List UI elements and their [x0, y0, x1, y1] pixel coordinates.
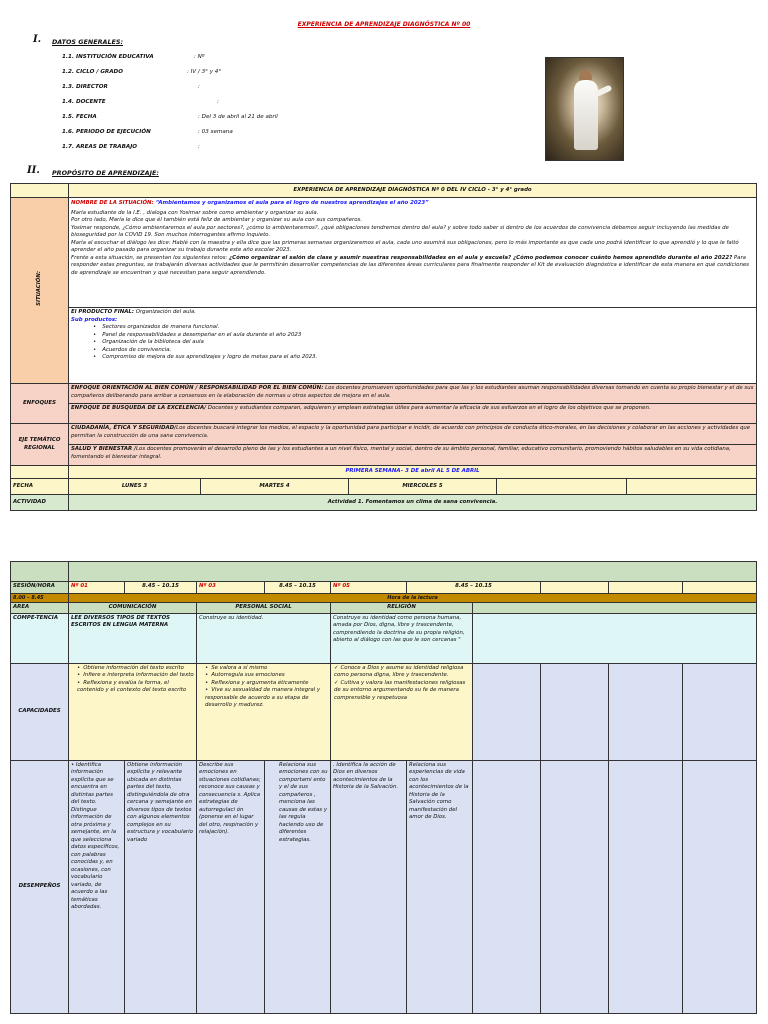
table-row: [11, 495, 757, 511]
desempeno-cell: Relaciona sus experiencias de vida con los acontecimientos de la Historia de la Salvación como manifestación del amor de Dios.: [407, 760, 473, 1013]
competencia-comunicacion: LEE DIVERSOS TIPOS DE TEXTOS ESCRITOS EN LENGUA MATERNA: [69, 613, 197, 663]
situation-challenges: ¿Cómo organizar el salón de clase y asumir nuestras responsabilidades en el aula y escuela? ¿Cómo podemos conocer cuánto hemos aprendido durante el año 2022?: [229, 254, 733, 261]
desempeno-cell: Describe sus emociones en situaciones cotidianas; reconoce sus causas y consecuencia s. Aplica estrategias de autorregulaci ón (ponerse en el lugar del otro, respiración y relajación).: [197, 760, 265, 1013]
list-item: • Reflexiona y evalúa la forma, el contenido y el contexto del texto escrito: [77, 680, 194, 695]
competencia-personal-social: Construye su identidad.: [197, 613, 331, 663]
session-number: Nº 01: [69, 582, 125, 594]
table-row: [11, 479, 757, 495]
session-time: 8.45 – 10.15: [265, 582, 331, 594]
enfoque-text: Docentes y estudiantes comparan, adquieren y emplean estrategias útiles para aumentar la eficacia de sus esfuerzos en el logro de los objetivos que se proponen.: [206, 405, 651, 411]
table-row: [11, 594, 757, 603]
general-value: :: [198, 84, 200, 90]
general-label: 1.1. INSTITUCIÓN EDUCATIVA: [62, 54, 154, 60]
desempenos-label: DESEMPEÑOS: [11, 760, 69, 1013]
general-value: : Nº: [194, 54, 205, 60]
section-number-2: II.: [27, 165, 40, 176]
jesus-picture: [545, 57, 624, 161]
situation-paragraph: Frente a esta situación, se presentan los siguientes retos:: [71, 254, 230, 261]
list-item: ✓ Cultiva y valora las manifestaciones religiosas de su entorno argumentando su fe de manera comprensible y respetuosa: [334, 680, 470, 703]
situation-name-label: NOMBRE DE LA SITUACIÓN:: [71, 200, 154, 206]
section-heading-purpose: PROPÓSITO DE APRENDIZAJE:: [52, 169, 159, 177]
list-item: • Autorregula sus emociones: [205, 672, 328, 680]
general-value: : IV / 3° y 4°: [187, 69, 222, 75]
general-label: 1.4. DOCENTE: [62, 99, 106, 105]
lectura-time: 8.00 – 8.45: [11, 594, 69, 603]
day-tuesday: MARTES 4: [201, 479, 349, 495]
session-time: 8.45 – 10.15: [407, 582, 541, 594]
situation-name: “Ambientamos y organizamos el aula para el logro de nuestros aprendizajes el año 2023”: [153, 200, 429, 206]
table-row: [11, 562, 757, 582]
list-item: • Sectores organizados de manera funcional.: [93, 324, 754, 332]
week-header: PRIMERA SEMANA– 3 DE abril AL 5 DE ABRIL: [69, 466, 757, 479]
table-row: [11, 198, 757, 308]
purpose-table: [10, 183, 757, 511]
enfoques-label: ENFOQUES: [11, 384, 69, 424]
experience-header: EXPERIENCIA DE APRENDIZAJE DIAGNÓSTICA Nº 0 DEL IV CICLO - 3° y 4° grado: [69, 184, 757, 198]
table-row: [11, 466, 757, 479]
general-label: 1.6. PERIODO DE EJECUCIÓN: [62, 129, 151, 135]
table-row: [11, 404, 757, 424]
eje-label: EJE TEMÁTICO REGIONAL: [11, 424, 69, 466]
general-value: : 03 semana: [198, 129, 233, 135]
list-item: • Panel de responsabilidades a desempeñar en el aula durante el año 2023: [93, 332, 754, 340]
eje-title: SALUD Y BIENESTAR /: [71, 446, 137, 452]
list-item: • Acuerdos de convivencia.: [93, 347, 754, 355]
eje-text: Los docentes buscará integrar los medios, el espacio y la oportunidad para participar e incidir, de acuerdo con principios de conducta ético-morales, en las decisiones y colaborar en las acciones y actividades que permitan la construcción de una sana convivencia.: [71, 425, 751, 439]
area-personal-social: PERSONAL SOCIAL: [197, 603, 331, 614]
enfoque-title: ENFOQUE ORIENTACIÓN AL BIEN COMÚN / RESPONSABILIDAD POR EL BIEN COMÚN:: [71, 385, 324, 391]
list-item: • Infiere e interpreta información del texto: [77, 672, 194, 680]
desempeno-cell: . Identifica la acción de Dios en diversos acontecimientos de la Historia de la Salvación.: [331, 760, 407, 1013]
list-item: • Obtiene información del texto escrito: [77, 665, 194, 673]
situation-paragraph: Para responder estas preguntas, se trabajarán diversas actividades que le permitirán desarrollar competencias de las diferentes áreas curriculares para finalmente responder el Kit de evaluación diagnóstica e identificar de esta manera en qué condiciones de aprendizaje se encuentran y qué necesitan para seguir aprendiendo.: [71, 254, 749, 276]
competencia-religion: Construye su identidad como persona humana, amada por Dios, digna, libre y trascendente, comprendiendo la doctrina de su propia religión, abierto al diálogo con las que le son cercanas ": [331, 613, 473, 663]
general-label: 1.3. DIRECTOR: [62, 84, 108, 90]
table-row: [11, 445, 757, 466]
situation-paragraph: Yosimar responde, ¿Cómo ambientaremos el aula por sectores?, ¿cómo lo ambientaremos?, ¿qué obligaciones tendremos dentro del aula? y sobre todo saber si dentro de los acuerdos de convivencia debemos seguir incluyendo las medidas de bioseguridad por la COVID 19. Son muchos interrogantes afirmo inquieto.: [71, 224, 729, 238]
situation-paragraph: María al escuchar el diálogo les dice: Hablé con la maestra y ella dice que las primeras semanas organizaremos el aula, cada uno asumirá sus obligaciones, pero lo más importante es que cada uno podrá identificar lo que aprendió y lo que le faltó aprender el año pasado para organizar su trabajo durante este año escolar 2023.: [71, 239, 739, 253]
fecha-label: FECHA: [11, 479, 69, 495]
actividad-value: Actividad 1. Fomentamos un clima de sana convivencia.: [69, 495, 757, 511]
general-value: :: [217, 99, 219, 105]
table-row: [11, 613, 757, 663]
document-title: EXPERIENCIA DE APRENDIZAJE DIAGNÓSTICA Nº 00: [297, 21, 471, 28]
list-item: • Reflexiona y argumenta éticamente: [205, 680, 328, 688]
general-value: : Del 3 de abril al 21 de abril: [198, 114, 278, 120]
general-label: 1.7. AREAS DE TRABAJO: [62, 144, 138, 150]
final-product-label: El PRODUCTO FINAL:: [71, 309, 134, 315]
list-item: • Se valora a sí mismo: [205, 665, 328, 673]
situation-paragraph: Por otro lado, María le dice que él también está feliz de ambientar y organizar su aula con sus compañeros.: [71, 217, 363, 223]
sessions-table: [10, 561, 757, 1014]
enfoque-text: Los docentes promueven oportunidades para que las y los estudiantes asuman responsabilidades diversas tomando en cuenta su propio bienestar y el de sus compañeros deliberando para arribar a consensos en la elaboración de normas u otros aspectos de mejora en el aula.: [71, 385, 754, 399]
table-row: [11, 760, 757, 1013]
desempeno-cell: Relaciona sus emociones con su comportami ento y el de sus compañeros , menciona las causas de estas y las regula haciendo uso de diferentes estrategias.: [265, 760, 331, 1013]
enfoque-title: ENFOQUE DE BUSQUEDA DE LA EXCELENCIA/: [71, 405, 207, 411]
situation-paragraph: María estudiante de la I.E. , dialoga con Yosimar sobre como ambientar y organizar su aula.: [71, 209, 319, 216]
general-label: 1.5. FECHA: [62, 114, 97, 120]
session-number: Nº 05: [331, 582, 407, 594]
area-religion: RELIGIÓN: [331, 603, 473, 614]
section-number-1: I.: [33, 34, 42, 45]
list-item: • Compromiso de mejora de sus aprendizajes y logro de metas para el año 2023.: [93, 354, 754, 362]
desempeno-cell: Obtiene información explícita y relevante ubicada en distintas partes del texto, distinguiéndola de otra cercana y semejante en diversos tipos de textos con algunos elementos complejos en su estructura y vocabulario variado: [125, 760, 197, 1013]
desempeno-cell: • Identifica información explícita que se encuentra en distintas partes del texto. Distingue información de otra próxima y semejante, en la que selecciona datos específicos, con palabras conocidas y, en ocasiones, con vocabulario variado, de acuerdo a las temáticas abordadas.: [69, 760, 125, 1013]
table-row: [11, 384, 757, 404]
session-number: Nº 03: [197, 582, 265, 594]
list-item: • Organización de la biblioteca del aula: [93, 339, 754, 347]
area-label: AREA: [11, 603, 69, 614]
situation-label: SITUACIÓN:: [35, 271, 42, 307]
session-time: 8.45 – 10.15: [125, 582, 197, 594]
capacidades-label: CAPACIDADES: [11, 663, 69, 760]
actividad-label: ACTIVIDAD: [11, 495, 69, 511]
list-item: ✓ Conoce a Dios y asume su identidad religiosa como persona digna, libre y trascendente.: [334, 665, 470, 680]
lectura-label: Hora de la lectura: [69, 594, 757, 603]
table-row: [11, 603, 757, 614]
general-label: 1.2. CICLO / GRADO: [62, 69, 123, 75]
general-value: :: [198, 144, 200, 150]
list-item: • Vive su sexualidad de manera integral y responsable de acuerdo a su etapa de desarrollo y madurez.: [205, 687, 328, 710]
competencia-label: COMPE-TENCIA: [11, 613, 69, 663]
eje-title: CIUDADANÍA, ÉTICA Y SEGURIDAD/: [71, 425, 177, 431]
sesion-label: SESIÓN/HORA: [11, 582, 69, 594]
day-monday: LUNES 3: [69, 479, 201, 495]
table-row: [11, 424, 757, 445]
section-heading-general: DATOS GENERALES:: [52, 38, 124, 46]
subproducts-label: Sub productos:: [71, 316, 118, 323]
table-row: [11, 582, 757, 594]
final-product: Organización del aula.: [134, 309, 197, 315]
eje-text: Los docentes promoverán el desarrollo pleno de las y los estudiantes a un nivel físico, mental y social, dentro de su ámbito personal, familiar, educativo comunitario, promoviendo hábitos saludables en su vida cotidiana, fomentando el bienestar integral.: [71, 446, 731, 460]
table-row: [11, 184, 757, 198]
area-comunicacion: COMUNICACIÓN: [69, 603, 197, 614]
day-wednesday: MIERCOLES 5: [349, 479, 497, 495]
table-row: [11, 663, 757, 760]
table-row: [11, 308, 757, 384]
